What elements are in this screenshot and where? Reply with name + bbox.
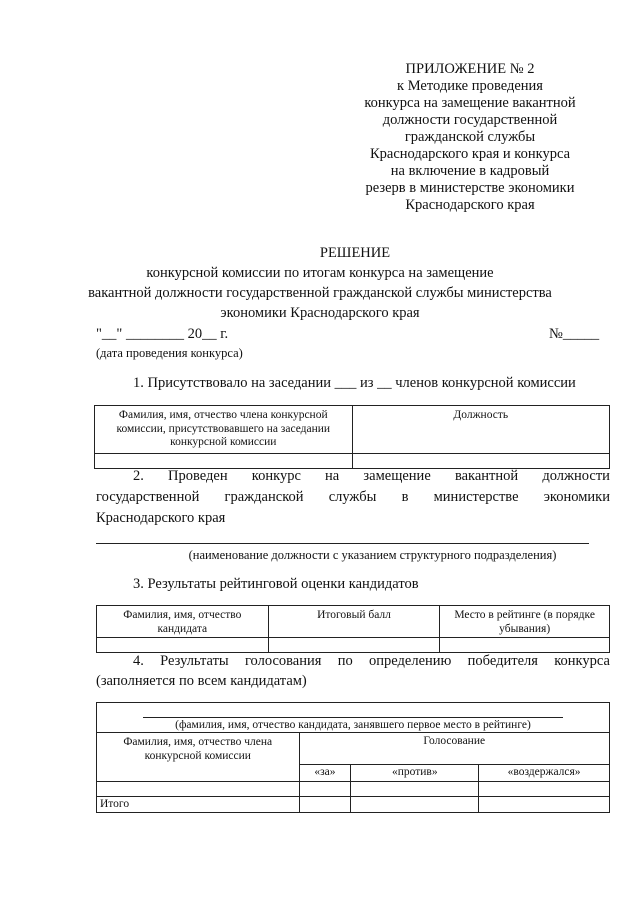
candidate-cell	[97, 703, 610, 733]
voting-cell	[351, 796, 479, 813]
s4-word: определению	[369, 653, 452, 669]
voting-total-label: Итого	[97, 796, 300, 813]
voting-cell	[97, 781, 300, 796]
s4-word: по	[337, 653, 353, 669]
section2-line-3: Краснодарского края	[96, 510, 226, 526]
section1-text: 1. Присутствовало на заседании ___ из __ членов конкурсной комиссии	[133, 375, 576, 391]
s2-word: вакантной	[454, 468, 519, 484]
voting-cell	[299, 781, 351, 796]
number-field: №_____	[549, 326, 600, 342]
s4-word: 4.	[133, 653, 144, 669]
s2-word: в	[401, 489, 409, 505]
appendix-line-6: Краснодарского края и конкурса	[369, 146, 571, 162]
voting-cell	[479, 796, 610, 813]
vote-abstained-header: «воздержался»	[479, 765, 610, 782]
rating-header-place: Место в рейтинге (в порядке убывания)	[440, 606, 610, 638]
voting-cell	[351, 781, 479, 796]
appendix-line-3: конкурса на замещение вакантной	[364, 95, 576, 111]
attendees-table	[94, 405, 610, 469]
s2-word: на	[325, 468, 340, 484]
s4-word: Результаты	[160, 653, 229, 669]
voting-header: Голосование	[299, 733, 609, 765]
appendix-line-5: гражданской службы	[404, 129, 536, 145]
position-caption: (наименование должности с указанием структурного подразделения)	[188, 548, 557, 562]
attendees-cell	[352, 454, 609, 469]
rating-cell	[97, 638, 269, 653]
s2-word: службы	[328, 489, 377, 505]
date-caption: (дата проведения конкурса)	[96, 346, 243, 360]
rating-cell	[268, 638, 440, 653]
appendix-line-2: к Методике проведения	[397, 78, 543, 94]
attendees-cell	[95, 454, 353, 469]
candidate-name-line	[143, 717, 563, 718]
rating-table	[96, 605, 610, 653]
s2-word: конкурс	[251, 468, 301, 484]
rating-cell	[440, 638, 610, 653]
voting-table	[96, 702, 610, 813]
section3-text: 3. Результаты рейтинговой оценки кандидатов	[133, 576, 419, 592]
voting-cell	[479, 781, 610, 796]
attendees-header-name: Фамилия, имя, отчество члена конкурсной комиссии, присутствовавшего на заседании конкурсной комиссии	[95, 406, 353, 454]
vote-against-header: «против»	[351, 765, 479, 782]
rating-header-score: Итоговый балл	[268, 606, 440, 638]
attendees-header-position: Должность	[352, 406, 609, 454]
section4-line-1	[96, 653, 610, 670]
appendix-line-4: должности государственной	[382, 112, 558, 128]
s2-word: гражданской	[224, 489, 304, 505]
voting-cell	[299, 796, 351, 813]
s2-word: министерстве	[433, 489, 519, 505]
date-field: "__" ________ 20__ г.	[96, 326, 229, 342]
decision-subtitle-3: экономики Краснодарского края	[220, 305, 420, 321]
appendix-line-9: Краснодарского края	[405, 197, 535, 213]
appendix-line-7: на включение в кадровый	[390, 163, 550, 179]
s2-word: должности	[542, 468, 610, 484]
s4-word: голосования	[244, 653, 322, 669]
s4-word: конкурса	[554, 653, 610, 669]
decision-heading: РЕШЕНИЕ	[319, 245, 391, 261]
s2-word: экономики	[543, 489, 610, 505]
voting-header-name: Фамилия, имя, отчество члена конкурсной комиссии	[97, 733, 300, 782]
rating-header-name: Фамилия, имя, отчество кандидата	[97, 606, 269, 638]
s4-word: победителя	[467, 653, 538, 669]
appendix-line-8: резерв в министерстве экономики	[365, 180, 575, 196]
section4-line-2: (заполняется по всем кандидатам)	[96, 673, 307, 689]
s2-word: замещение	[363, 468, 431, 484]
vote-for-header: «за»	[299, 765, 351, 782]
position-name-line	[96, 543, 589, 544]
s2-word: Проведен	[168, 468, 228, 484]
decision-subtitle-2: вакантной должности государственной гражданской службы министерства	[88, 285, 552, 301]
appendix-line-1: ПРИЛОЖЕНИЕ № 2	[405, 61, 535, 77]
decision-subtitle-1: конкурсной комиссии по итогам конкурса на замещение	[146, 265, 494, 281]
candidate-caption: (фамилия, имя, отчество кандидата, занявшего первое место в рейтинге)	[175, 718, 531, 731]
s2-word: государственной	[96, 489, 200, 505]
section2-line-2	[96, 489, 610, 506]
section2-line-1	[96, 468, 610, 485]
s2-word: 2.	[133, 468, 144, 484]
